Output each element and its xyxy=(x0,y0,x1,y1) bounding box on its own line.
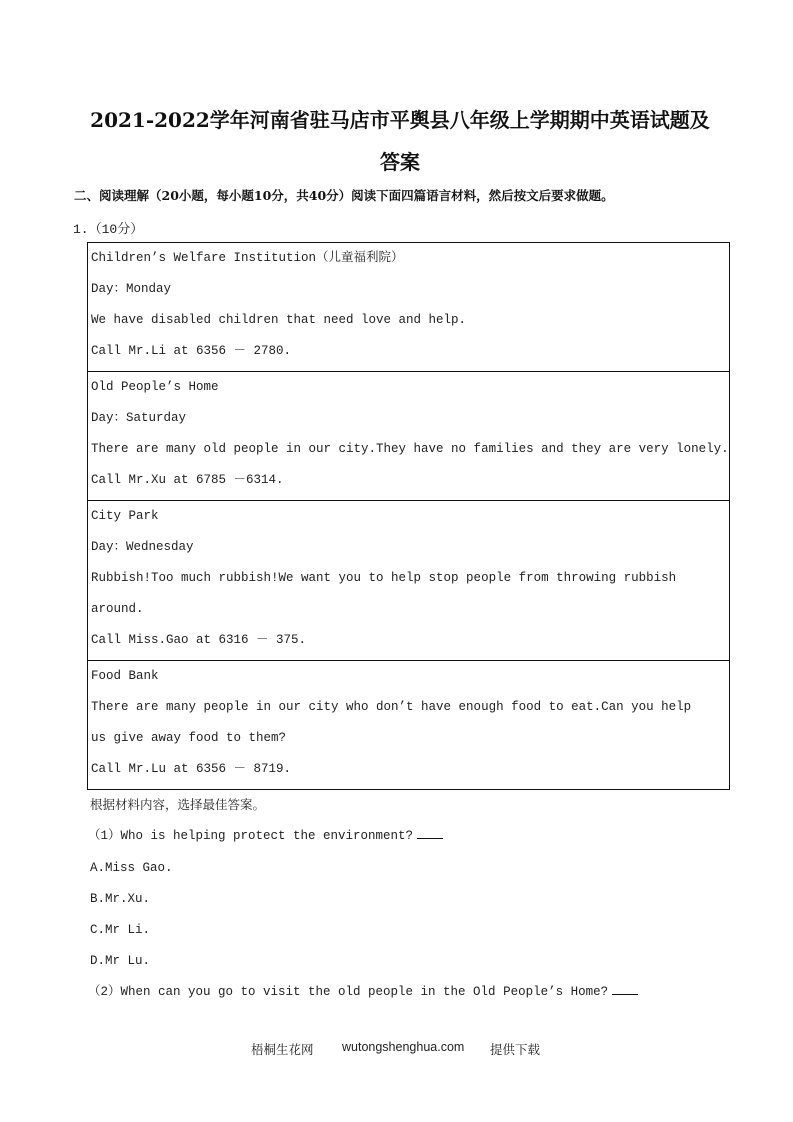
cell-title: Children’s Welfare Institution（儿童福利院） xyxy=(91,251,404,265)
cell-description-cont: us give away food to them? xyxy=(91,731,287,745)
answer-blank xyxy=(612,982,638,995)
section-heading: 二、阅读理解（20小题，每小题10分，共40分）阅读下面四篇语言材料，然后按文后要求做题。 xyxy=(74,188,614,203)
page-footer xyxy=(0,1040,793,1060)
cell-day: Day：Wednesday xyxy=(91,540,194,554)
cell-description-cont: around. xyxy=(91,602,144,616)
table-row xyxy=(88,501,730,661)
cell-description: There are many people in our city who don’t have enough food to eat.Can you help xyxy=(91,700,692,714)
option-b: B.Mr.Xu. xyxy=(90,892,151,906)
table-row xyxy=(88,372,730,501)
cell-day: Day：Saturday xyxy=(91,411,187,425)
footer-site-name: 梧桐生花网 xyxy=(251,1042,314,1057)
cell-description: We have disabled children that need love and help. xyxy=(91,313,467,327)
question-2-text: （2）When can you go to visit the old people in the Old People’s Home? xyxy=(88,985,609,999)
option-d: D.Mr Lu. xyxy=(90,954,151,968)
answer-blank xyxy=(417,826,443,839)
table-row xyxy=(88,243,730,372)
cell-contact: Call Mr.Li at 6356 － 2780. xyxy=(91,344,292,358)
cell-day: Day：Monday xyxy=(91,282,172,296)
material-cell-old-peoples-home xyxy=(88,372,730,501)
cell-contact: Call Mr.Lu at 6356 － 8719. xyxy=(91,762,292,776)
option-a: A.Miss Gao. xyxy=(90,861,173,875)
document-title-line2: 答案 xyxy=(380,150,420,174)
cell-title: City Park xyxy=(91,509,159,523)
cell-title: Old People’s Home xyxy=(91,380,219,394)
document-title-line1: 2021-2022学年河南省驻马店市平舆县八年级上学期期中英语试题及 xyxy=(90,108,710,132)
cell-contact: Call Mr.Xu at 6785 －6314. xyxy=(91,473,284,487)
footer-download-note: 提供下载 xyxy=(490,1042,541,1057)
option-c: C.Mr Li. xyxy=(90,923,151,937)
question-1-text: （1）Who is helping protect the environment? xyxy=(88,829,414,843)
table-row xyxy=(88,661,730,790)
footer-site-url: wutongshenghua.com xyxy=(342,1040,465,1054)
instruction-text: 根据材料内容，选择最佳答案。 xyxy=(90,797,266,812)
cell-contact: Call Miss.Gao at 6316 － 375. xyxy=(91,633,307,647)
question-1 xyxy=(88,826,443,846)
cell-description: There are many old people in our city.They have no families and they are very lonely. xyxy=(91,442,729,456)
cell-description: Rubbish!Too much rubbish!We want you to help stop people from throwing rubbish xyxy=(91,571,677,585)
material-cell-food-bank xyxy=(88,661,730,790)
material-cell-childrens-welfare xyxy=(88,243,730,372)
material-cell-city-park xyxy=(88,501,730,661)
cell-title: Food Bank xyxy=(91,669,159,683)
reading-material-table xyxy=(87,242,730,790)
question-2 xyxy=(88,982,638,1002)
question-number: 1.（10分） xyxy=(73,222,144,237)
